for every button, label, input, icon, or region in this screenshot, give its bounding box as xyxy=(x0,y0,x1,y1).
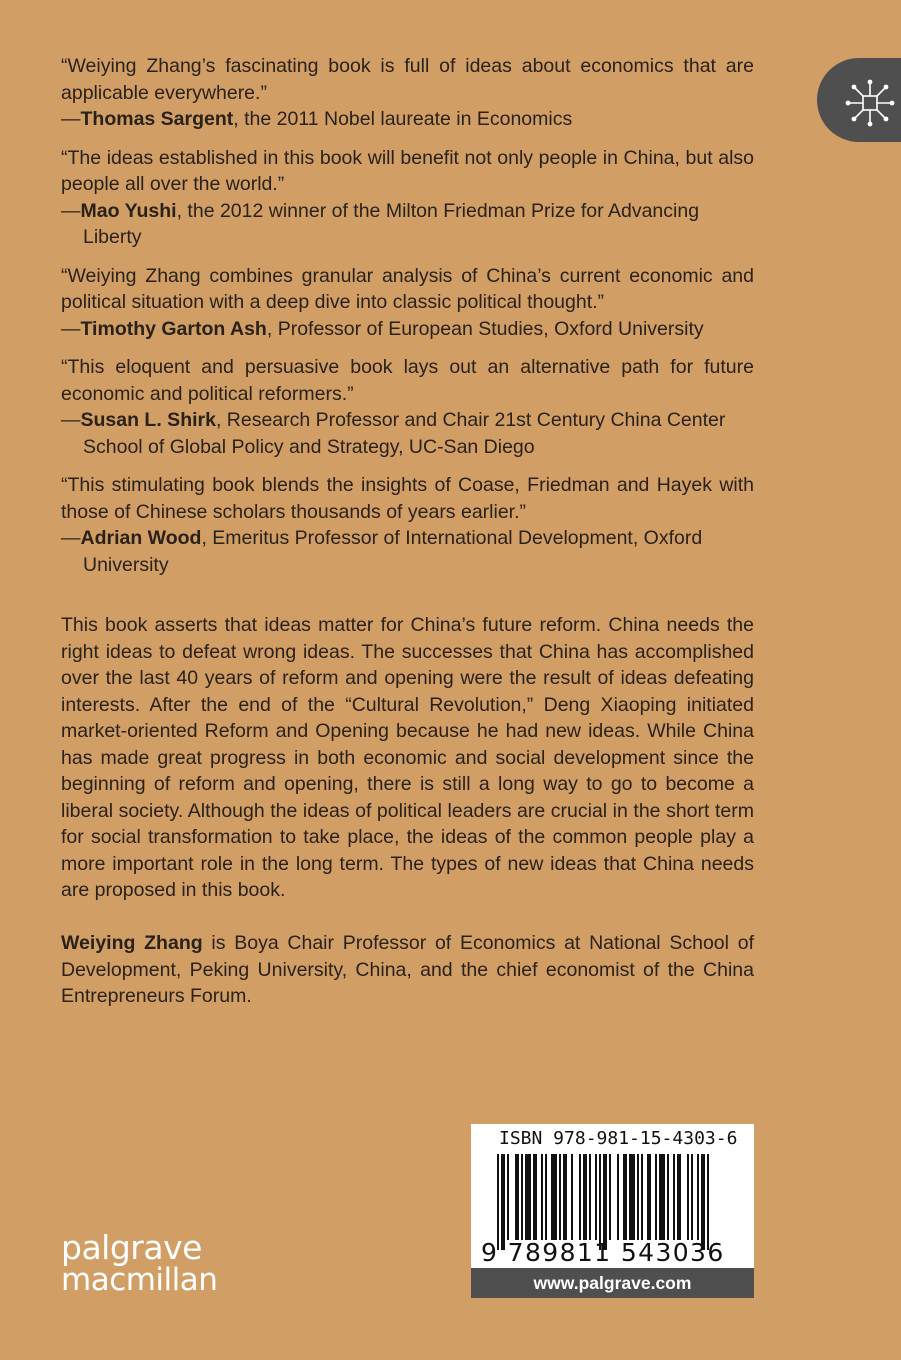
barcode-bar xyxy=(687,1154,689,1240)
barcode-bar xyxy=(617,1154,619,1240)
barcode-bar xyxy=(599,1154,601,1250)
quote-block xyxy=(61,145,754,251)
quote-text: “This stimulating book blends the insights of Coase, Friedman and Hayek with those of Chinese scholars thousands of years earlier.” xyxy=(61,474,754,523)
barcode-bar xyxy=(647,1154,651,1240)
publisher-name-line1: palgrave xyxy=(61,1228,202,1267)
quote-author-role: , the 2012 winner of the Milton Friedman Prize for Advancing Liberty xyxy=(83,199,700,248)
quote-block xyxy=(61,53,754,133)
barcode-bar xyxy=(563,1154,567,1240)
barcode-bar xyxy=(589,1154,591,1240)
barcode-bar xyxy=(609,1154,611,1240)
quote-author: Thomas Sargent xyxy=(80,108,234,130)
barcode-bar xyxy=(583,1154,587,1240)
quote-author: Timothy Garton Ash xyxy=(80,317,267,340)
palgrave-logo-icon xyxy=(817,58,901,142)
barcode-bar xyxy=(545,1154,547,1240)
quote-attribution: —Adrian Wood, Emeritus Professor of International Development, Oxford University xyxy=(61,527,703,576)
barcode-bar xyxy=(667,1154,669,1240)
quote-text: “This eloquent and persuasive book lays out an alternative path for future economic and political reformers.” xyxy=(61,356,754,405)
barcode-bar xyxy=(637,1154,639,1240)
quote-attribution: —Timothy Garton Ash, Professor of European Studies, Oxford University xyxy=(61,317,704,340)
barcode-bar xyxy=(579,1154,581,1240)
quote-author: Susan L. Shirk xyxy=(80,409,216,431)
quote-author-role: , Research Professor and Chair 21st Century China Center School of Global Policy and Strategy, UC-San Diego xyxy=(83,409,726,458)
barcode-bar xyxy=(501,1154,505,1250)
quote-block xyxy=(61,472,754,578)
barcode-panel xyxy=(471,1124,754,1298)
barcode-bar xyxy=(623,1154,627,1240)
barcode-bar xyxy=(571,1154,573,1240)
quote-author-role: , the 2011 Nobel laureate in Economics xyxy=(233,108,573,130)
quote-author-role: , Emeritus Professor of International Development, Oxford University xyxy=(83,527,703,576)
barcode-bar xyxy=(641,1154,643,1240)
barcode-digits: 9 789811 543036 xyxy=(481,1238,725,1267)
barcode-bar xyxy=(691,1154,693,1240)
barcode-bar xyxy=(559,1154,561,1240)
quote-author: Adrian Wood xyxy=(80,527,202,549)
barcode-bar xyxy=(655,1154,657,1240)
quote-attribution: —Thomas Sargent, the 2011 Nobel laureate in Economics xyxy=(61,108,573,130)
book-description: This book asserts that ideas matter for China’s future reform. China needs the right ideas to defeat wrong ideas. The successes that China has accomplished over the last 40 years of reform and opening were the result of ideas defeating interests. After the end of the “Cultural Revolution,” Deng Xiaoping initiated market-oriented Reform and Opening because he had new ideas. While China has made great progress in both economic and social development since the beginning of reform and opening, there is still a long way to go to become a liberal society. Although the ideas of political leaders are crucial in the short term for social transformation to take place, the ideas of the common people play a more important role in the long term. The types of new ideas that China needs are proposed in this book. xyxy=(61,614,754,901)
barcode-bar xyxy=(707,1154,709,1250)
barcode-bar xyxy=(525,1154,531,1240)
barcode-bar xyxy=(595,1154,597,1240)
quote-author-role: , Professor of European Studies, Oxford University xyxy=(266,317,704,340)
publisher-name-line2: macmillan xyxy=(61,1262,218,1298)
author-bio xyxy=(61,930,754,1010)
quote-attribution: —Mao Yushi, the 2012 winner of the Milton Friedman Prize for Advancing Liberty xyxy=(61,199,700,248)
quote-text: “Weiying Zhang combines granular analysis of China’s current economic and political situation with a deep dive into classic political thought.” xyxy=(61,264,754,313)
barcode-bar xyxy=(673,1154,675,1240)
author-name: Weiying Zhang xyxy=(61,932,203,954)
quote-text: “Weiying Zhang’s fascinating book is full of ideas about economics that are applicable everywhere.” xyxy=(61,55,754,104)
barcode-bar xyxy=(497,1154,499,1250)
barcode-bar xyxy=(541,1154,543,1240)
quote-block xyxy=(61,263,754,343)
endorsements xyxy=(61,53,754,590)
barcode-bar xyxy=(677,1154,681,1240)
isbn-label: ISBN 978-981-15-4303-6 xyxy=(499,1128,738,1149)
author-bio-text: is Boya Chair Professor of Economics at National School of Development, Peking University, China, and the chief economist of the China Entrepreneurs Forum. xyxy=(61,932,754,1007)
barcode-bar xyxy=(533,1154,537,1240)
barcode-bar xyxy=(551,1154,557,1240)
quote-attribution: —Susan L. Shirk, Research Professor and Chair 21st Century China Center School of Global Policy and Strategy, UC-San Diego xyxy=(61,409,726,458)
barcode-bar xyxy=(659,1154,665,1240)
barcode-bar xyxy=(701,1154,705,1250)
publisher-logo xyxy=(61,1228,218,1298)
barcode-bar xyxy=(515,1154,519,1240)
quote-block xyxy=(61,354,754,460)
barcode-bar xyxy=(603,1154,607,1250)
barcode-bar xyxy=(521,1154,523,1240)
barcode-bar xyxy=(507,1154,509,1240)
quote-text: “The ideas established in this book will benefit not only people in China, but also people all over the world.” xyxy=(61,146,754,195)
quote-author: Mao Yushi xyxy=(80,199,177,222)
barcode-bar xyxy=(629,1154,635,1240)
barcode-bar xyxy=(697,1154,699,1240)
publisher-url: www.palgrave.com xyxy=(471,1268,754,1298)
